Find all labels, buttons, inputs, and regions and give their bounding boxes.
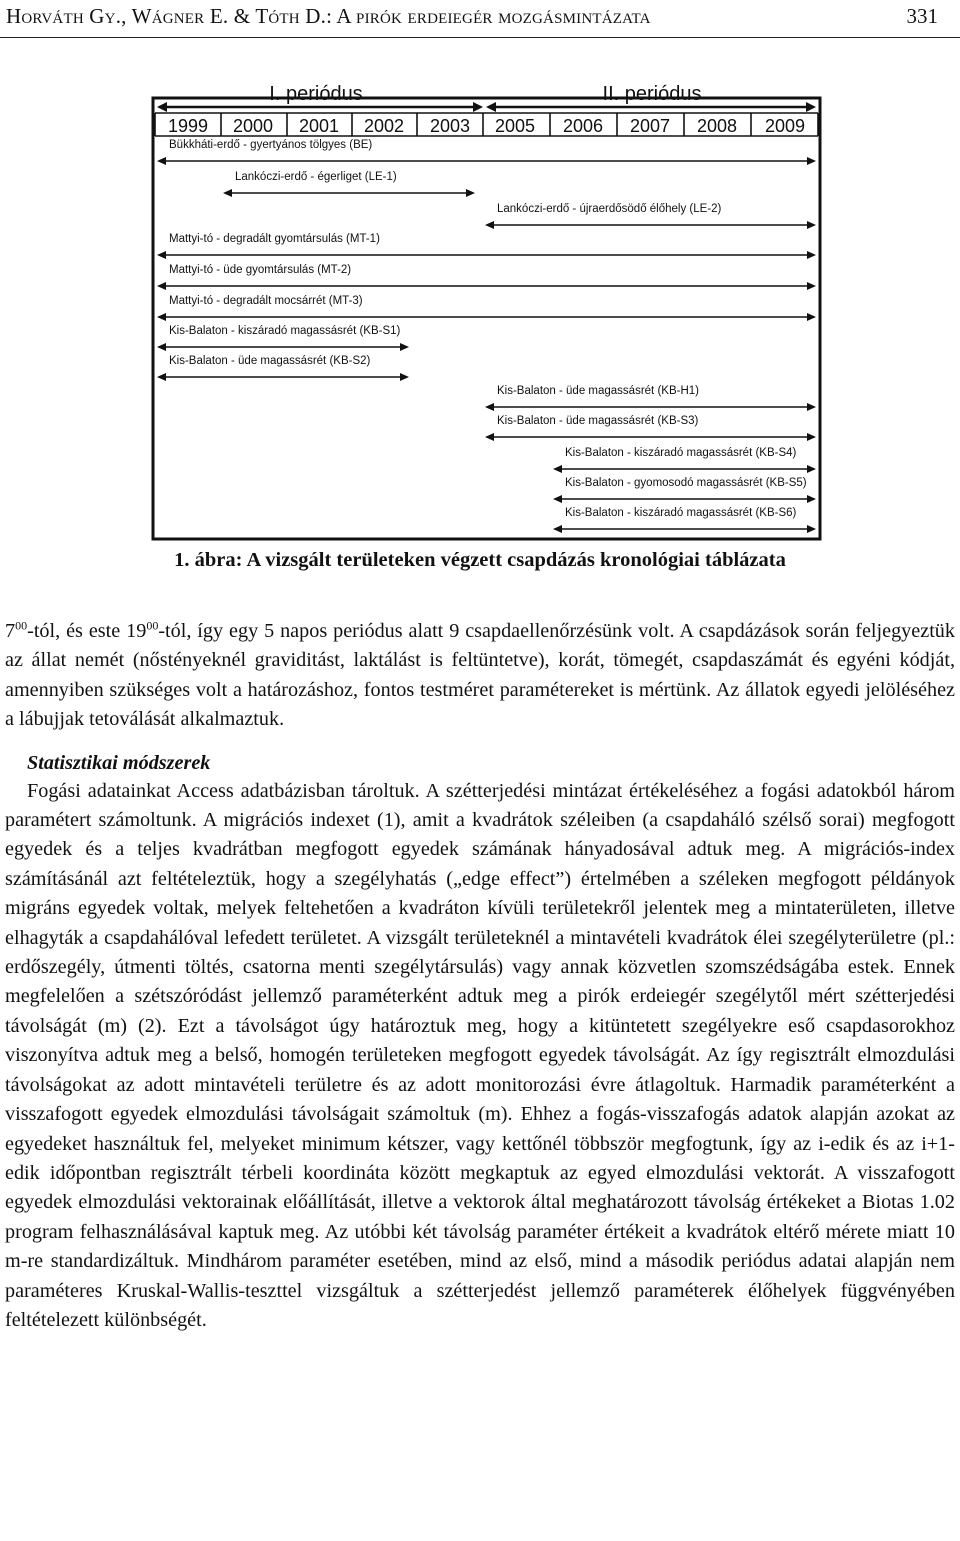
year-label-2002: 2002 [363, 116, 405, 136]
series-arrowhead-right [807, 403, 816, 411]
year-label-2009: 2009 [764, 116, 806, 136]
series-label: Mattyi-tó - üde gyomtársulás (MT-2) [169, 264, 352, 276]
series-arrowhead-right [807, 251, 816, 259]
series-label: Kis-Balaton - üde magassásrét (KB-S3) [497, 415, 699, 427]
series-arrowhead-right [466, 189, 475, 197]
year-label-2008: 2008 [696, 116, 738, 136]
series-label: Lankóczi-erdő - újraerdősödő élőhely (LE-2) [497, 203, 722, 215]
period-arrowhead-right-1 [473, 102, 483, 112]
figure-caption: 1. ábra: A vizsgált területeken végzett csapdázás kronológiai táblázata [174, 549, 786, 571]
header-rule [0, 37, 960, 38]
series-arrowhead-right [807, 157, 816, 165]
series-arrowhead-left [553, 525, 562, 533]
series-arrowhead-right [807, 433, 816, 441]
year-label-2003: 2003 [429, 116, 471, 136]
series-label: Mattyi-tó - degradált mocsárrét (MT-3) [169, 295, 363, 307]
series-arrowhead-left [157, 313, 166, 321]
series-label: Mattyi-tó - degradált gyomtársulás (MT-1) [169, 233, 380, 245]
year-label-2006: 2006 [562, 116, 604, 136]
series-label: Kis-Balaton - kiszáradó magassásrét (KB-S6) [565, 507, 797, 519]
series-arrowhead-left [157, 282, 166, 290]
series-arrowhead-left [157, 343, 166, 351]
paragraph-1: $7^{00}$-tól, és este $19^{00}$-tól, így egy 5 napos periódus alatt 9 csapdaellenőrzésünk volt. A csapdázások során feljegyeztük az állat nemét (nőstényeknél graviditást, laktálást is feltüntetve), korát, tömegét, csapdaszámát és egyéni kódját, amennyiben szükséges volt a határozáshoz, fontos testméret paramétereket is mértünk. Az állatok egyedi jelöléséhez a lábujjak tetoválását alkalmaztuk. [5, 618, 955, 731]
year-label-2007: 2007 [629, 116, 671, 136]
series-arrowhead-right [807, 313, 816, 321]
period-label-2: II. periódus [602, 83, 702, 105]
year-row [155, 113, 818, 136]
series-arrowhead-left [553, 495, 562, 503]
period-arrowhead-right-2 [806, 102, 816, 112]
series-arrowhead-left [157, 251, 166, 259]
series-label: Kis-Balaton - kiszáradó magassásrét (KB-S1) [169, 325, 401, 337]
series-arrowhead-left [223, 189, 232, 197]
series-arrowhead-left [485, 403, 494, 411]
page-header [0, 0, 960, 40]
year-label-2005: 2005 [494, 116, 536, 136]
series-arrowhead-right [807, 465, 816, 473]
series-label: Kis-Balaton - kiszáradó magassásrét (KB-S4) [565, 447, 797, 459]
series-arrowhead-left [157, 373, 166, 381]
series-arrowhead-right [807, 282, 816, 290]
series-label: Kis-Balaton - gyomosodó magassásrét (KB-S5) [565, 477, 807, 489]
year-label-2000: 2000 [232, 116, 274, 136]
chronology-chart [0, 70, 960, 550]
body-text [5, 617, 955, 1335]
series-label: Kis-Balaton - üde magassásrét (KB-S2) [169, 355, 371, 367]
series-arrowhead-right [400, 373, 409, 381]
series-arrowhead-right [807, 221, 816, 229]
series-label: Bükkháti-erdő - gyertyános tölgyes (BE) [169, 139, 373, 151]
series-arrowhead-left [553, 465, 562, 473]
chronology-figure [0, 70, 960, 550]
paragraph-2: Fogási adatainkat Access adatbázisban tároltuk. A szétterjedési mintázat értékeléséhez a fogási adatokból három paramétert számoltunk. A migrációs indexet (1), amit a kvadrátok széleiben (a csapdaháló szélső sorai) megfogott egyedek és a teljes kvadrátban megfogott egyedek számának hányadosával adtuk meg. A migrációs-index számításánál azt feltételeztük, hogy a szegélyhatás („edge effect”) értelmében a széleken megfogott példányok migráns egyedek voltak, melyek feltehetően a kvadráton kívüli területekről jelentek meg a mintaterületen, illetve elhagyták a csapdahálóval lefedett területet. A vizsgált területeknél a mintavételi kvadrátok élei szegélyterületre (pl.: erdőszegély, útmenti töltés, csatorna menti szegélytársulás) vagy annak közvetlen szomszédságába estek. Ennek megfelelően a szétszóródást jellemző paraméterként adtuk meg a pirók erdeiegér szegélytől mért szétterjedési távolságát (m) (2). Ezt a távolságot úgy határoztuk meg, hogy a kitüntetett szegélyekre eső csapdasorokhoz viszonyítva adtuk meg a belső, homogén területeken megfogott egyedek távolságát. Az így regisztrált elmozdulási távolságokat az adott mintavételi területre és az adott monitorozási évre átlagoltuk. Harmadik paraméterként a visszafogott egyedek elmozdulási távolságait számoltuk (m). Ehhez a fogás-visszafogás adatok alapján azokat az egyedeket használtuk fel, melyeket minimum kétszer, vagy kettőnél többször megfogtunk, így az i-edik és az i+1-edik időpontban regisztrált térbeli koordináta között megkaptuk az egyed elmozdulási vektorát. A visszafogott egyedek elmozdulási vektorainak előállítását, illetve a vektorok által meghatározott távolság értékeket a Biotas 1.02 program felhasználásával kaptuk meg. Az utóbbi két távolság paraméter értékeit a kvadrátok eltérő mérete miatt 10 m-re standardizáltuk. Mindhárom paraméter esetében, mind az első, mind a második periódus adatai alapján nem paraméteres Kruskal-Wallis-teszttel vizsgáltuk a szétterjedést jellemző paraméterek élőhelyek függvényében feltételezett különbségét. [5, 779, 955, 1331]
year-label-1999: 1999 [167, 116, 209, 136]
period-arrowhead-left-2 [486, 102, 496, 112]
series-arrowhead-left [485, 433, 494, 441]
period-arrowhead-left-1 [157, 102, 167, 112]
series-arrowhead-right [807, 525, 816, 533]
series-arrowhead-left [485, 221, 494, 229]
series-arrowhead-left [157, 157, 166, 165]
series-label: Lankóczi-erdő - égerliget (LE-1) [235, 171, 397, 183]
year-label-2001: 2001 [298, 116, 340, 136]
series-arrowhead-right [400, 343, 409, 351]
series-label: Kis-Balaton - üde magassásrét (KB-H1) [497, 385, 699, 397]
section-title: Statisztikai módszerek [27, 751, 211, 774]
series-layer [157, 139, 816, 533]
running-title: Horváth Gy., Wágner E. & Tóth D.: A pirók erdeiegér mozgásmintázata [6, 4, 651, 28]
series-arrowhead-right [807, 495, 816, 503]
page-number: 331 [906, 4, 938, 28]
figure-frame [153, 98, 820, 539]
period-label-1: I. periódus [269, 83, 363, 105]
